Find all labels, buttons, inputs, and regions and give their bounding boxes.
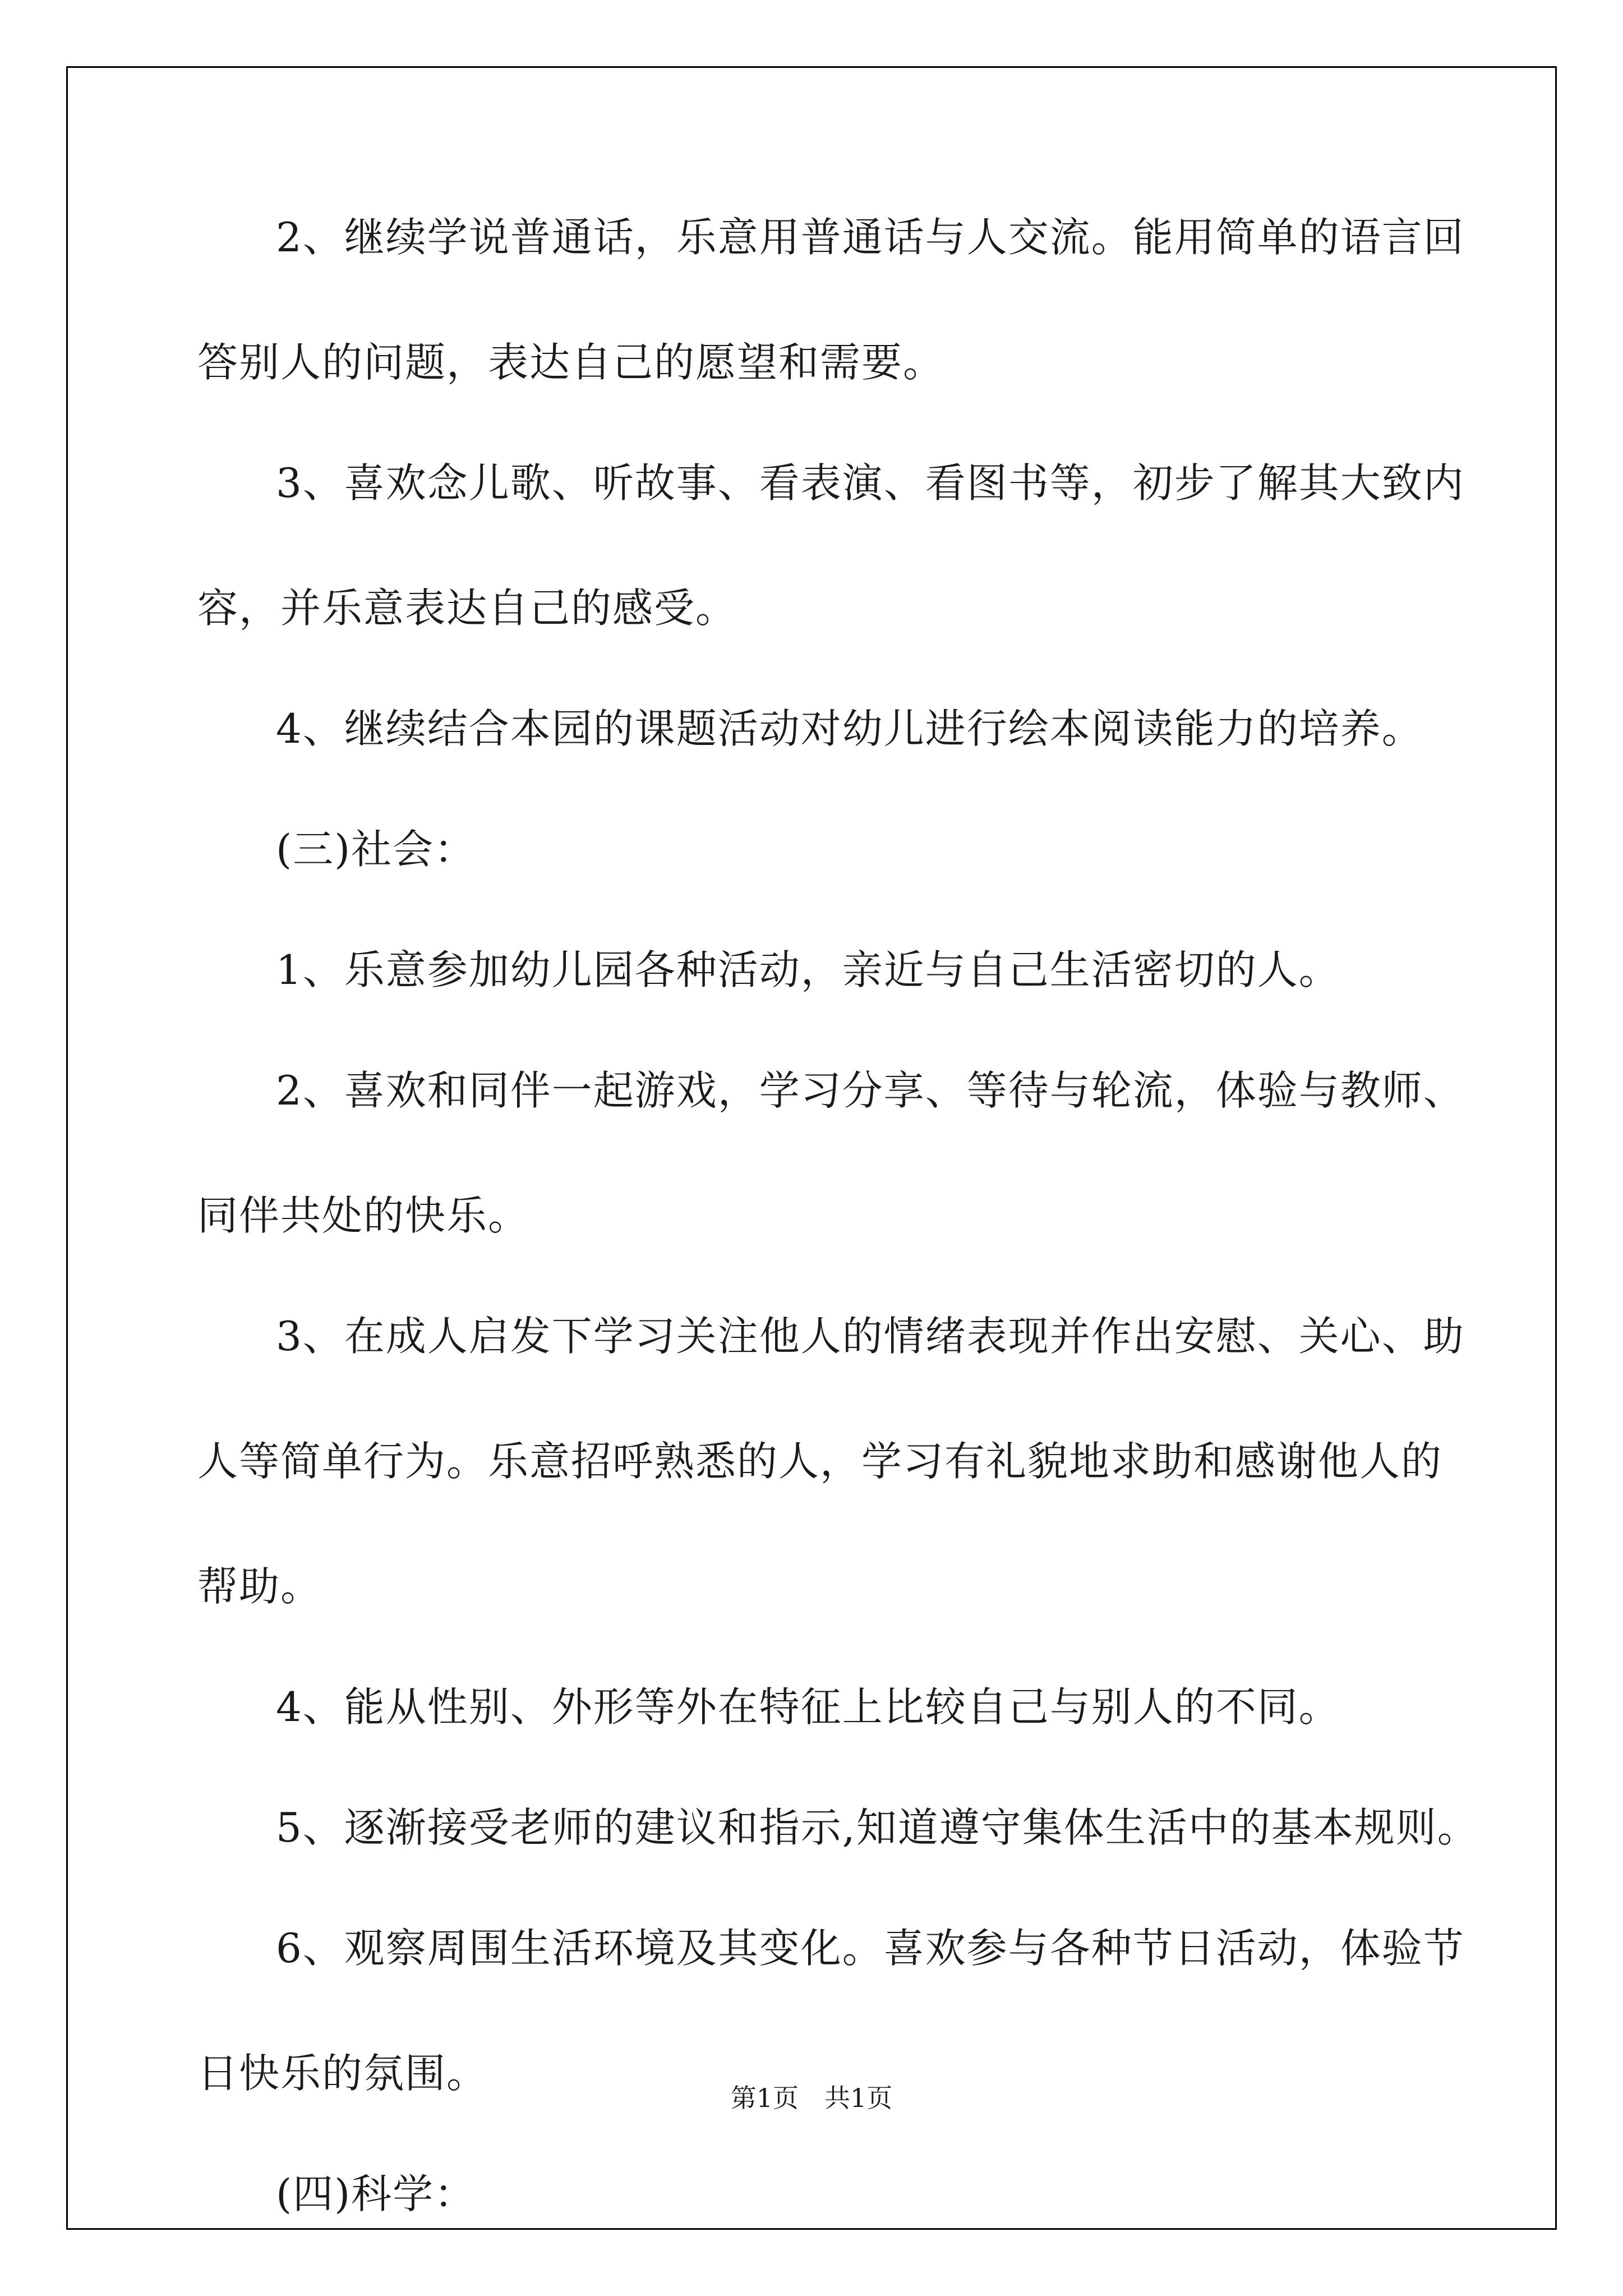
paragraph (197, 1309, 1465, 1613)
paragraph (197, 702, 1431, 756)
paragraph-line: 5、逐渐接受老师的建议和指示,知道遵守集体生活中的基本规则。 (276, 1804, 1479, 1851)
paragraph-line: 同伴共处的快乐。 (197, 1192, 530, 1239)
paragraph (197, 943, 1431, 997)
paragraph (197, 210, 1465, 389)
paragraph (197, 1680, 1431, 1734)
paragraph-line: 4、能从性别、外形等外在特征上比较自己与别人的不同。 (276, 1683, 1340, 1731)
page-footer: 第1页 共1页 (730, 2083, 893, 2113)
paragraph-line: 帮助。 (197, 1563, 322, 1610)
document-body (197, 210, 1479, 2221)
paragraph-line: 日快乐的氛围。 (197, 2050, 488, 2097)
paragraph-line: 1、乐意参加幼儿园各种活动，亲近与自己生活密切的人。 (276, 946, 1340, 993)
paragraph-line: 容，并乐意表达自己的感受。 (197, 585, 737, 632)
paragraph-line: 2、继续学说普通话，乐意用普通话与人交流。能用简单的语言回 (276, 214, 1465, 261)
section-heading (197, 2167, 1431, 2221)
paragraph-line: 2、喜欢和同伴一起游戏，学习分享、等待与轮流，体验与教师、 (276, 1067, 1465, 1114)
paragraph (197, 1801, 1479, 1855)
paragraph-line: 人等简单行为。乐意招呼熟悉的人，学习有礼貌地求助和感谢他人的 (197, 1438, 1443, 1485)
paragraph-line: 6、观察周围生活环境及其变化。喜欢参与各种节日活动，体验节 (276, 1925, 1465, 1972)
section-heading-text: (三)社会： (276, 826, 476, 873)
section-heading (197, 822, 1431, 876)
paragraph (197, 1921, 1465, 2100)
paragraph-line: 3、在成人启发下学习关注他人的情绪表现并作出安慰、关心、助 (276, 1313, 1465, 1360)
paragraph-line: 答别人的问题，表达自己的愿望和需要。 (197, 339, 945, 386)
paragraph (197, 1064, 1465, 1243)
paragraph (197, 456, 1465, 635)
paragraph-line: 3、喜欢念儿歌、听故事、看表演、看图书等，初步了解其大致内 (276, 459, 1465, 507)
paragraph-line: 4、继续结合本园的课题活动对幼儿进行绘本阅读能力的培养。 (276, 705, 1423, 752)
section-heading-text: (四)科学： (276, 2170, 476, 2217)
